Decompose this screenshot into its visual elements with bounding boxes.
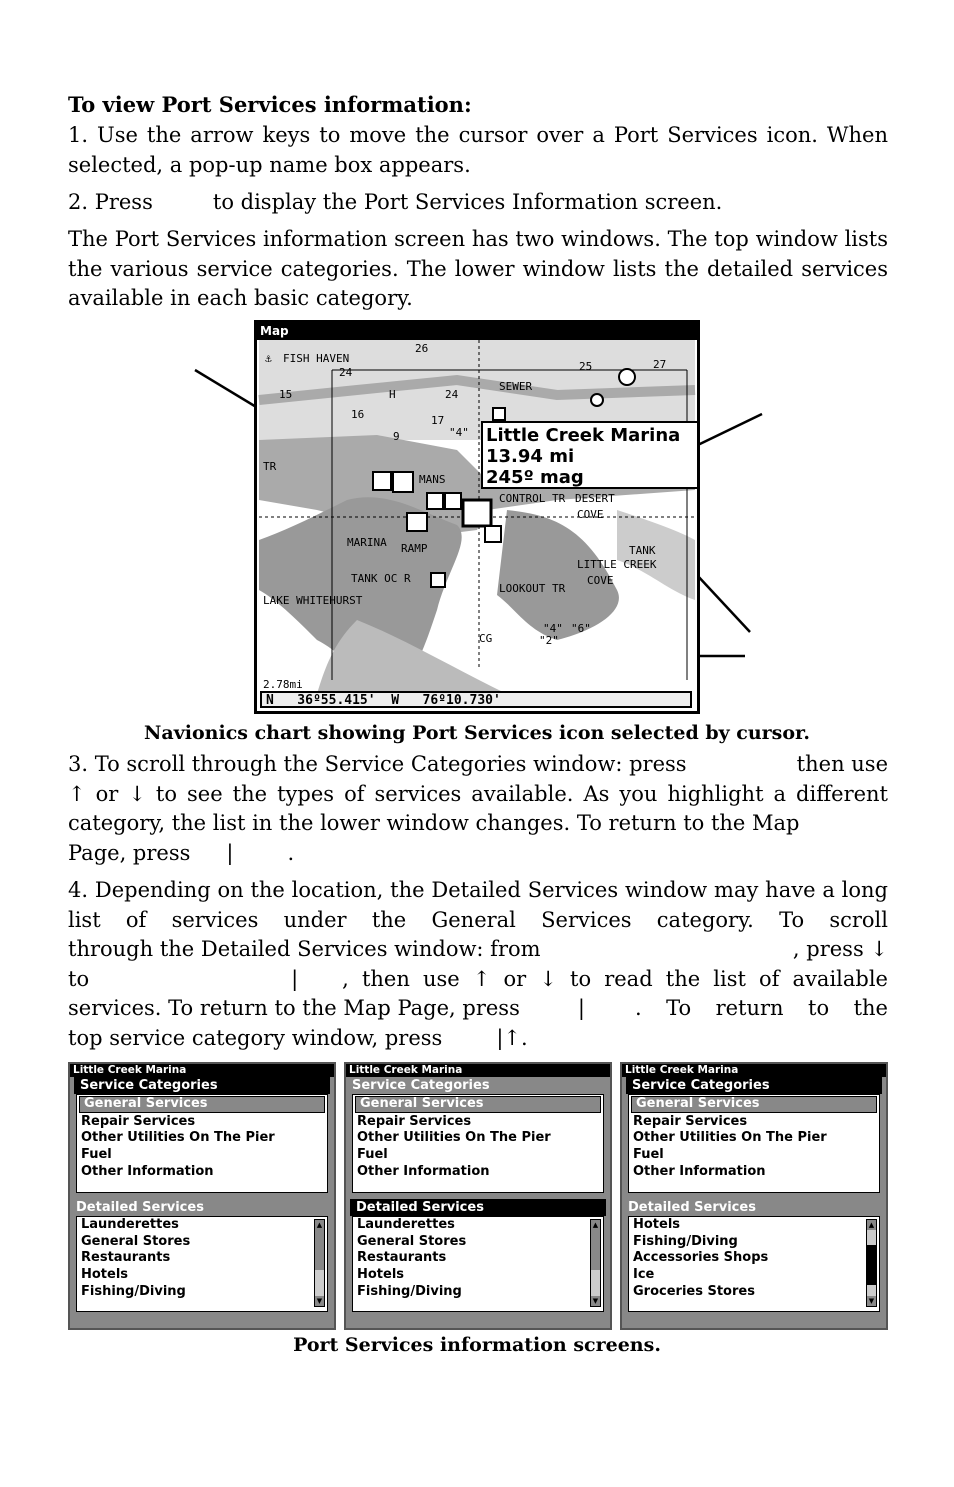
map-title: Map [257, 323, 697, 340]
svg-text:MANS: MANS [419, 473, 446, 486]
section-heading: To view Port Services information: [68, 92, 472, 117]
scrollbar[interactable] [866, 1219, 877, 1307]
step-4-line-3c: , then use ↑ or ↓ to read the list of available [342, 966, 888, 991]
detail-item: Restaurants [357, 1250, 447, 1266]
svg-text:COVE: COVE [587, 574, 614, 587]
detail-item: General Stores [81, 1233, 191, 1249]
svg-text:RAMP: RAMP [401, 542, 428, 555]
detailed-services-list[interactable] [76, 1216, 328, 1312]
category-item[interactable]: General Services [79, 1096, 325, 1113]
svg-text:H: H [389, 388, 396, 401]
step-3-part-b: then use [796, 752, 888, 776]
map-status-bar: N 36º55.415' W 76º10.730' [260, 691, 692, 708]
svg-text:COVE: COVE [577, 508, 604, 521]
svg-text:24: 24 [339, 366, 353, 379]
step-4-line-1: 4. Depending on the location, the Detailed Services window may have a long list of services under the General Services category. To scroll [68, 878, 888, 932]
scroll-up-icon[interactable]: ▲ [868, 1221, 875, 1229]
step-4-line-3a: to [68, 966, 90, 991]
step-4-line-5a: top service category window, press [68, 1025, 443, 1050]
step-4-line-4a: services. To return to the Map Page, press [68, 996, 520, 1020]
scroll-thumb[interactable] [867, 1245, 876, 1285]
scroll-thumb[interactable] [591, 1230, 600, 1270]
category-item[interactable]: Other Information [81, 1163, 214, 1179]
svg-text:25: 25 [579, 360, 593, 373]
svg-text:TANK OC R: TANK OC R [351, 572, 411, 585]
svg-text:LOOKOUT TR: LOOKOUT TR [499, 582, 566, 595]
service-categories-header: Service Categories [352, 1078, 490, 1093]
detail-item: Hotels [81, 1267, 129, 1283]
category-item[interactable]: Other Information [633, 1163, 766, 1179]
scrollbar[interactable] [590, 1219, 601, 1307]
svg-text:MARINA: MARINA [347, 536, 387, 549]
scroll-down-icon[interactable]: ▼ [316, 1297, 323, 1305]
intro-paragraph: The Port Services information screen has two windows. The top window lists the various service categories. The lower window lists the detailed services available in each basic category. [68, 227, 888, 310]
detail-item: Groceries Stores [633, 1283, 755, 1299]
detailed-services-header: Detailed Services [628, 1200, 756, 1215]
step-4-line-5b: |↑. [496, 1025, 528, 1050]
svg-text:DESERT: DESERT [575, 492, 615, 505]
svg-text:CONTROL TR: CONTROL TR [499, 492, 566, 505]
step-3 [68, 750, 888, 868]
detail-item: Hotels [357, 1267, 405, 1283]
detailed-services-list[interactable] [352, 1216, 604, 1312]
svg-text:TR: TR [263, 460, 277, 473]
port-services-screen-3 [620, 1062, 888, 1330]
category-item[interactable]: Repair Services [357, 1113, 472, 1129]
scroll-up-icon[interactable]: ▲ [316, 1221, 323, 1229]
service-categories-list[interactable] [76, 1094, 328, 1193]
svg-text:⚓: ⚓ [265, 352, 272, 365]
svg-text:CG: CG [479, 632, 493, 645]
port-services-screen-2 [344, 1062, 612, 1330]
category-item[interactable]: Fuel [81, 1147, 112, 1163]
service-categories-list[interactable] [352, 1094, 604, 1193]
category-item[interactable]: Fuel [633, 1147, 664, 1163]
svg-text:TANK: TANK [629, 544, 656, 557]
step-4-line-2a: through the Detailed Services window: from [68, 937, 541, 961]
svg-text:24: 24 [445, 388, 459, 401]
scrollbar[interactable] [314, 1219, 325, 1307]
svg-text:LITTLE CREEK: LITTLE CREEK [577, 558, 657, 571]
svg-text:"6": "6" [571, 622, 591, 635]
popup-name-box [481, 421, 700, 489]
svg-text:9: 9 [393, 430, 400, 443]
category-item[interactable]: Other Utilities On The Pier [81, 1130, 275, 1146]
svg-text:"4": "4" [449, 426, 469, 439]
screen-title: Little Creek Marina [70, 1064, 334, 1077]
detail-item: General Stores [357, 1233, 467, 1249]
svg-text:FISH HAVEN: FISH HAVEN [283, 352, 350, 365]
category-item[interactable]: Repair Services [633, 1113, 748, 1129]
svg-text:LAKE WHITEHURST: LAKE WHITEHURST [263, 594, 363, 607]
step-3-part-a: 3. To scroll through the Service Categories window: press [68, 752, 687, 776]
chart-area[interactable] [257, 340, 697, 694]
screen-title: Little Creek Marina [622, 1064, 886, 1077]
detail-item: Launderettes [357, 1217, 455, 1232]
detail-item: Restaurants [81, 1250, 171, 1266]
step-2-part-b: to display the Port Services Information screen. [212, 190, 723, 214]
step-3-period: . [287, 840, 295, 865]
detail-item: Accessories Shops [633, 1250, 769, 1266]
map-scale: 2.78mi [263, 678, 303, 691]
category-item[interactable]: Repair Services [81, 1113, 196, 1129]
category-item[interactable]: Other Information [357, 1163, 490, 1179]
svg-text:15: 15 [279, 388, 293, 401]
service-categories-header: Service Categories [626, 1077, 882, 1094]
step-2-part-a: 2. Press [68, 190, 153, 214]
scroll-down-icon[interactable]: ▼ [868, 1297, 875, 1305]
svg-text:SEWER: SEWER [499, 380, 533, 393]
service-categories-header: Service Categories [74, 1077, 330, 1094]
category-item[interactable]: Fuel [357, 1147, 388, 1163]
step-4-line-3b: | [291, 966, 299, 991]
map-caption: Navionics chart showing Port Services icon selected by cursor. [144, 722, 810, 744]
step-4-line-4b: | [577, 996, 585, 1020]
detailed-services-header: Detailed Services [76, 1200, 204, 1215]
category-item[interactable]: Other Utilities On The Pier [633, 1130, 827, 1146]
detail-item: Fishing/Diving [81, 1283, 186, 1299]
step-4-line-2b: , press ↓ [792, 937, 888, 961]
step-4 [68, 876, 888, 1053]
detail-item: Hotels [633, 1217, 681, 1232]
step-3-part-d: Page, press [68, 840, 191, 865]
detail-item: Ice [633, 1267, 655, 1283]
detailed-services-list[interactable] [628, 1216, 880, 1312]
category-item[interactable]: Other Utilities On The Pier [357, 1130, 551, 1146]
port-services-screen-1 [68, 1062, 336, 1330]
svg-text:26: 26 [415, 342, 429, 355]
map-screen [254, 320, 700, 714]
screen-title: Little Creek Marina [346, 1064, 610, 1077]
step-1: 1. Use the arrow keys to move the cursor over a Port Services icon. When selected, a pop-up name box appears. [68, 123, 888, 177]
screens-caption: Port Services information screens. [293, 1334, 661, 1356]
popup-bearing: 245º mag [486, 467, 584, 488]
scroll-down-icon[interactable]: ▼ [592, 1297, 599, 1305]
popup-name: Little Creek Marina [486, 425, 681, 446]
step-4-line-4c: . To return to the [634, 996, 888, 1020]
detail-item: Launderettes [81, 1217, 179, 1232]
scroll-up-icon[interactable]: ▲ [592, 1221, 599, 1229]
step-3-part-c: ↑ or ↓ to see the types of services available. As you highlight a different category, the list in the lower window changes. To return to the Map [68, 781, 888, 835]
svg-text:"2": "2" [539, 634, 559, 647]
detailed-services-header: Detailed Services [350, 1199, 606, 1216]
scroll-thumb[interactable] [315, 1230, 324, 1270]
category-item[interactable]: General Services [355, 1096, 601, 1113]
step-3-separator: | [226, 840, 234, 865]
svg-text:17: 17 [431, 414, 445, 427]
svg-text:27: 27 [653, 358, 667, 371]
service-categories-list[interactable] [628, 1094, 880, 1193]
detail-item: Fishing/Diving [357, 1283, 462, 1299]
svg-text:16: 16 [351, 408, 365, 421]
detail-item: Fishing/Diving [633, 1233, 738, 1249]
popup-distance: 13.94 mi [486, 446, 575, 467]
svg-text:"4": "4" [543, 622, 563, 635]
category-item[interactable]: General Services [631, 1096, 877, 1113]
